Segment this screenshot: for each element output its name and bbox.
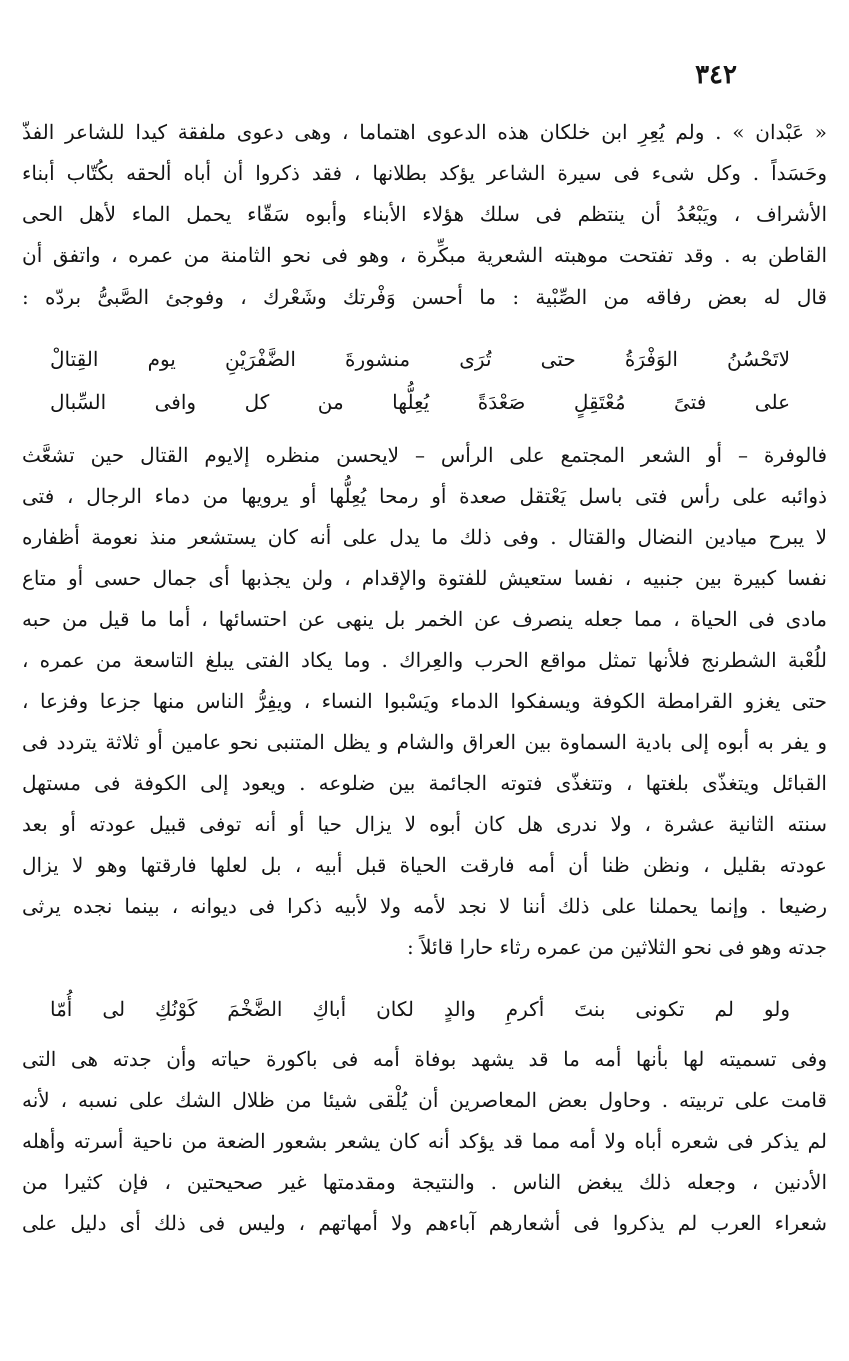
- text-line: فالوفرة – أو الشعر المجتمع على الرأس – لايحسن منظره إلايوم القتال حين تشعَّث: [22, 443, 827, 467]
- text-line: جدته وهو فى نحو الثلاثين من عمره رثاء حارا قائلاً :: [407, 935, 827, 959]
- text-line: لا يبرح ميادين النضال والقتال . وفى ذلك ما يدل على أنه كان يستشعر منذ نعومة أظفاره: [22, 525, 827, 549]
- text-line: القبائل ويتغذّى بلغتها ، وتتغذّى فتوته الجائمة بين ضلوعه . ويعود إلى الكوفة فى مستهل: [22, 771, 827, 795]
- verse-line: ولو لم تكونى بنتَ أكرمِ والدٍ لكان أباكِ الضَّخْمَ كَوْنُكِ لى أُمّا: [50, 997, 790, 1021]
- verse-line: لاتَحْسُنُ الوَفْرَةُ حتى تُرَى منشورةَ الضَّفْرَيْنِ يوم القِتالْ: [50, 347, 790, 371]
- text-line: حتى يغزو القرامطة الكوفة ويسفكوا الدماء ويَسْبوا النساء ، ويفِرُّ الناس منها جزعا وفزعا ،: [22, 689, 827, 713]
- text-line: عودته بقليل ، ونظن ظنا أن أمه فارقت الحياة قبل أبيه ، بل لعلها فارقتها وهو لا يزال: [22, 853, 827, 877]
- text-line: و يفر به أبوه إلى بادية السماوة بين العراق والشام و يظل المتنبى نحو عامين أو ثلاثة يتردد فى: [22, 730, 827, 754]
- page-number: ٣٤٢: [695, 60, 737, 90]
- text-line: للُعْبة الشطرنج فلأنها تمثل مواقع الحرب والعِراك . وما يكاد الفتى يبلغ التاسعة من عمره ،: [22, 648, 827, 672]
- text-line: الأدنين ، وجعله ذلك يبغض الناس . والنتيجة ومقدمتها غير صحيحتين ، فإن كثيرا من: [22, 1170, 827, 1194]
- text-line: ذوائبه على رأس فتى باسل يَعْتقل صعدة أو رمحا يُعِلُّها أو يرويها من دماء الرجال ، فتى: [22, 484, 827, 508]
- text-line: وفى تسميته لها بأنها أمه ما قد يشهد بوفاة أمه فى باكورة حياته وأن جدته هى التى: [22, 1047, 827, 1071]
- text-line: القاطن به . وقد تفتحت موهبته الشعرية مبكِّرة ، وهو فى نحو الثامنة من عمره ، واتفق أن: [22, 243, 827, 267]
- text-line: شعراء العرب لم يذكروا فى أشعارهم آباءهم ولا أمهاتهم ، وليس فى ذلك أى دليل على: [22, 1211, 827, 1235]
- text-line: رضيعا . وإنما يحملنا على ذلك أننا لا نجد لأمه ولا لأبيه ذكرا فى ديوانه ، بينما نجده يرثى: [22, 894, 827, 918]
- text-line: وحَسَداً . وكل شىء فى سيرة الشاعر يؤكد بطلانها ، فقد ذكروا أن أباه ألحقه بكُتّاب أبناء: [22, 161, 827, 185]
- text-line: نفسا كبيرة بين جنبيه ، نفسا ستعيش للفتوة والإقدام ، ولن يجذبها أى جمال حسى أو متاع: [22, 566, 827, 590]
- text-line: سنته الثانية عشرة ، ولا ندرى هل كان أبوه لا يزال حيا أو أنه توفى قبيل عودته أو بعد: [22, 812, 827, 836]
- text-line: مادى فى الحياة ، مما جعله ينصرف عن الخمر بل ينهى عن احتسائها ، أما ما قيل من حبه: [22, 607, 827, 631]
- text-line: قال له بعض رفاقه من الصِّبْية : ما أحسن وَفْرتك وشَعْرك ، وفوجئ الصَّبىُّ بردّه :: [22, 285, 827, 309]
- text-line: قامت على تربيته . وحاول بعض المعاصرين أن يُلْقى شيئا من ظلال الشك على نسبه ، لأنه: [22, 1088, 827, 1112]
- text-line: « عَبْدان » . ولم يُعِرِ ابن خلكان هذه الدعوى اهتماما ، وهى دعوى ملفقة كيدا للشاعر الفذّ: [22, 120, 827, 144]
- verse-line: على فتىً مُعْتَقِلٍ صَعْدَةً يُعِلُّها من كل وافى السِّبال: [50, 390, 790, 414]
- text-line: الأشراف ، ويَبْعُدُ أن ينتظم فى سلك هؤلاء الأبناء وأبوه سَقّاء يحمل الماء لأهل الحى: [22, 202, 827, 226]
- text-line: لم يذكر فى شعره أباه ولا أمه مما قد يؤكد أنه كان يشعر بشعور الضعة من ناحية أسرته وأهله: [22, 1129, 827, 1153]
